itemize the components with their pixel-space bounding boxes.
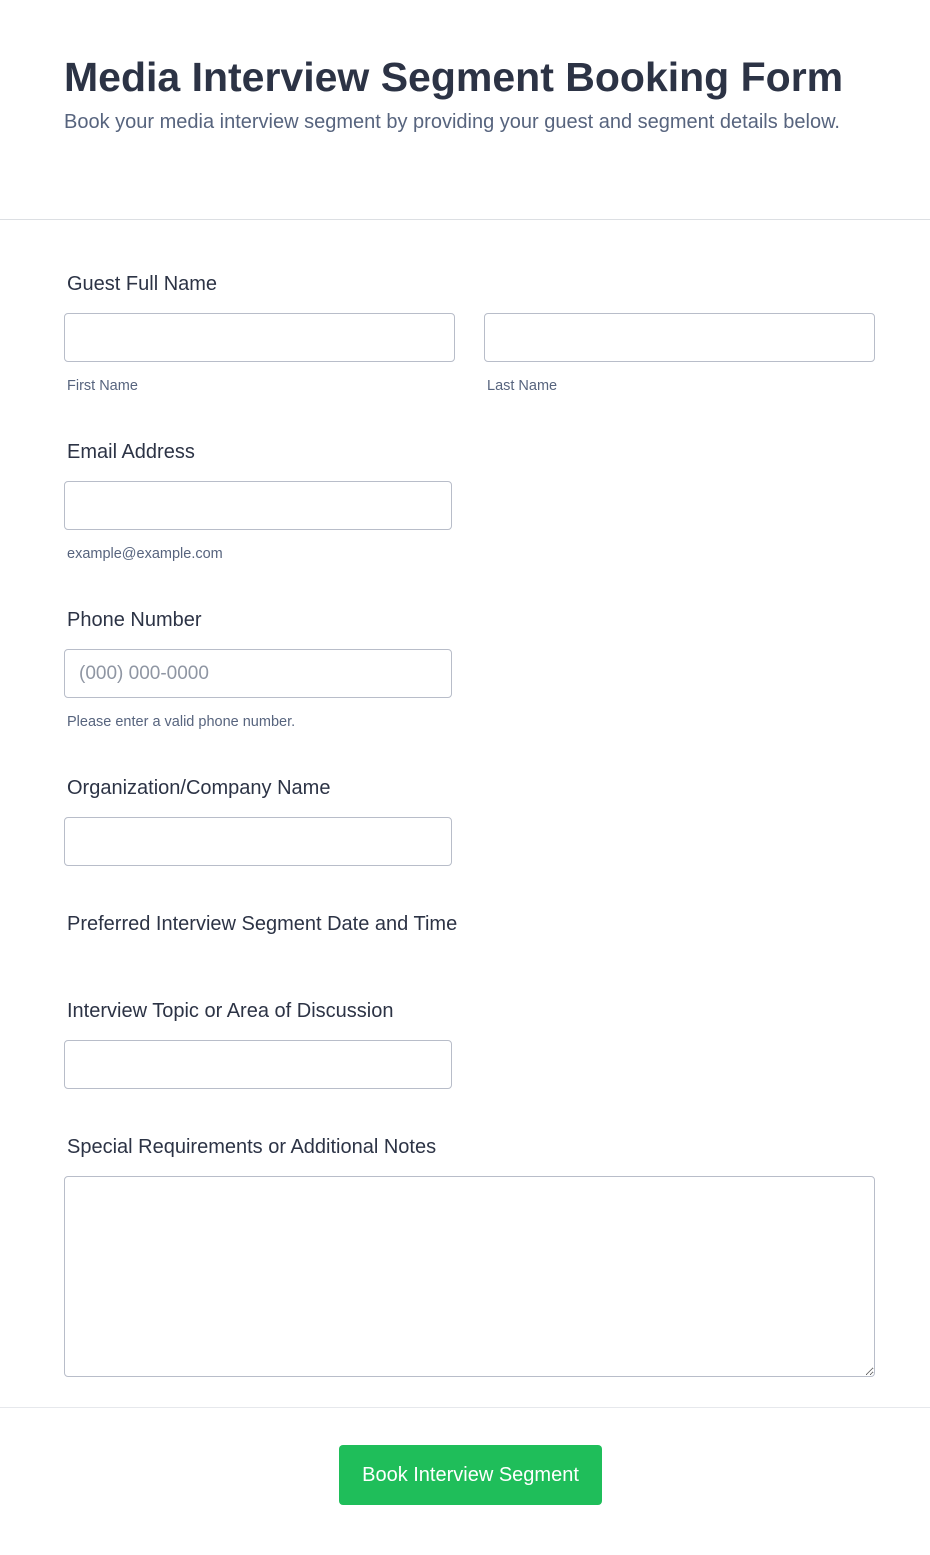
organization-label: Organization/Company Name: [67, 777, 331, 799]
first-name-input[interactable]: [64, 313, 455, 362]
phone-label: Phone Number: [67, 609, 202, 631]
form-title: Media Interview Segment Booking Form: [64, 54, 844, 100]
notes-label: Special Requirements or Additional Notes: [67, 1136, 437, 1158]
last-name-sublabel: Last Name: [487, 378, 558, 394]
preferred-datetime-label: Preferred Interview Segment Date and Time: [67, 913, 458, 935]
guest-name-label: Guest Full Name: [67, 273, 218, 295]
footer-divider: [0, 1407, 930, 1408]
notes-textarea[interactable]: [64, 1176, 875, 1377]
book-interview-segment-button[interactable]: Book Interview Segment: [339, 1445, 602, 1505]
phone-sublabel: Please enter a valid phone number.: [67, 714, 296, 730]
first-name-sublabel: First Name: [67, 378, 138, 394]
last-name-input[interactable]: [484, 313, 875, 362]
organization-input[interactable]: [64, 817, 452, 866]
form-subtitle: Book your media interview segment by providing your guest and segment details below.: [64, 111, 840, 133]
email-input[interactable]: [64, 481, 452, 530]
email-label: Email Address: [67, 441, 195, 463]
topic-input[interactable]: [64, 1040, 452, 1089]
form-header: [0, 0, 930, 220]
email-sublabel: example@example.com: [67, 546, 223, 562]
topic-label: Interview Topic or Area of Discussion: [67, 1000, 394, 1022]
phone-input[interactable]: [64, 649, 452, 698]
